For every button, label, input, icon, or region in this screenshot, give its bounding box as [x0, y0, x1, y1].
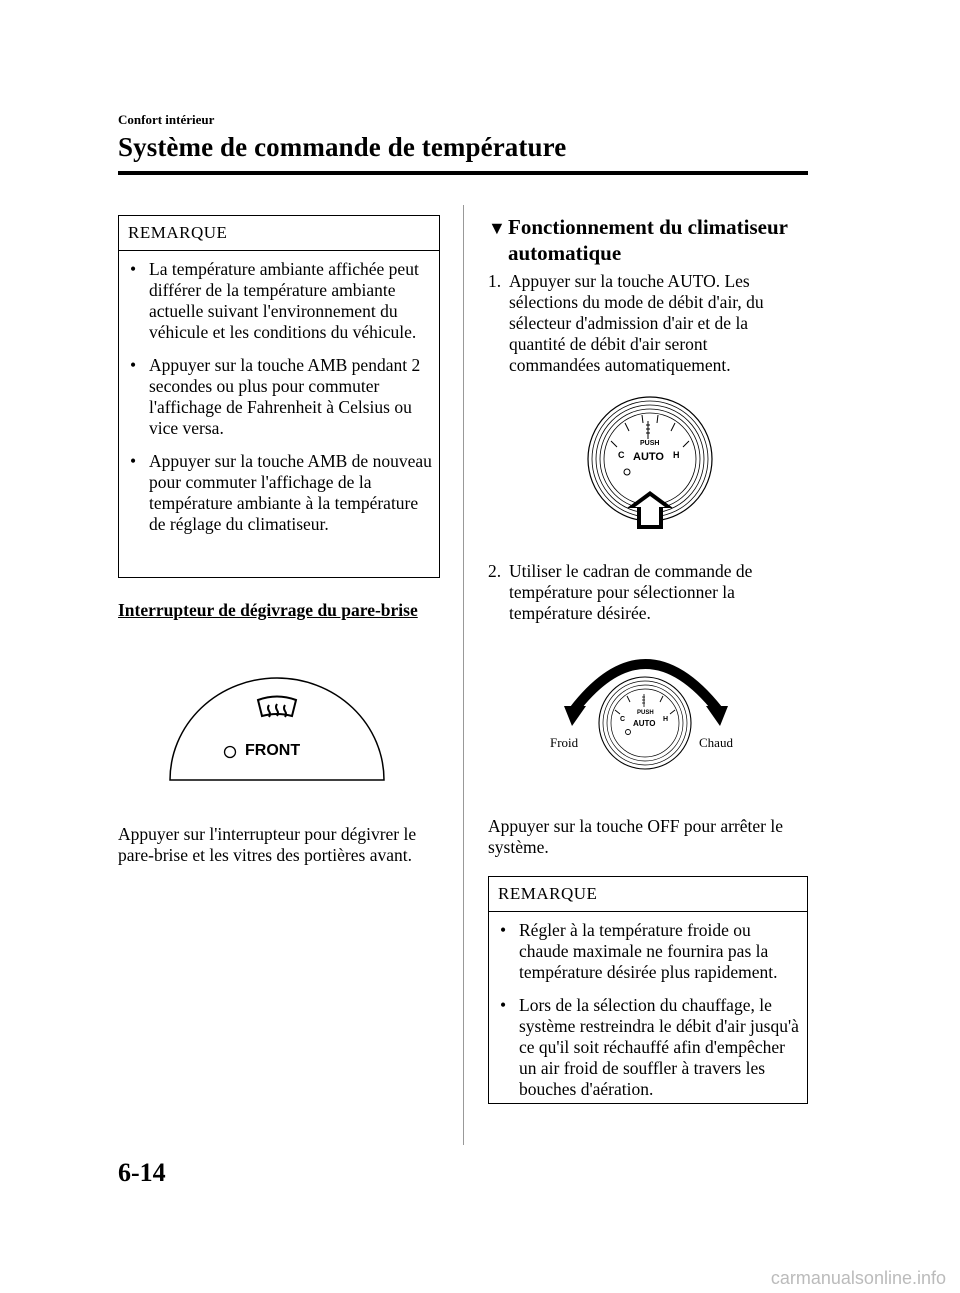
triangle-marker-icon: ▼ — [488, 218, 506, 238]
auto-dial-illustration — [585, 395, 715, 535]
title-divider — [118, 171, 808, 175]
page-number: 6-14 — [118, 1158, 166, 1187]
bullet-icon: • — [130, 355, 137, 375]
dial-push-label: PUSH — [640, 440, 660, 447]
note-list — [119, 251, 439, 545]
note-item: • Appuyer sur la touche AMB de nouveau pour commuter l'affichage de la température ambiante à la température de réglage du climatiseur. — [130, 451, 432, 534]
section-heading-auto: ▼ Fonctionnement du climatiseur automatique — [488, 215, 788, 265]
note-item: • La température ambiante affichée peut différer de la température ambiante actuelle suivant l'environnement du véhicule et les conditions du véhicule. — [130, 259, 419, 342]
off-paragraph: Appuyer sur la touche OFF pour arrêter le système. — [488, 816, 783, 857]
watermark: carmanualsonline.info — [770, 1268, 946, 1288]
bullet-icon: • — [130, 451, 137, 471]
step-1: 1. Appuyer sur la touche AUTO. Les sélections du mode de débit d'air, du sélecteur d'admission d'air et de la quantité de débit d'air seront commandées automatiquement. — [488, 271, 764, 375]
defroster-paragraph: Appuyer sur l'interrupteur pour dégivrer le pare-brise et les vitres des portières avant. — [118, 824, 417, 865]
subheading-defroster: Interrupteur de dégivrage du pare-brise — [118, 600, 418, 620]
note-box-right — [488, 876, 808, 1104]
temp-dial-push-label: PUSH — [637, 710, 654, 716]
note-item: • Appuyer sur la touche AMB pendant 2 secondes ou plus pour commuter l'affichage de Fahrenheit à Celsius ou vice versa. — [130, 355, 421, 438]
hot-label: Chaud — [699, 735, 733, 750]
note-list — [489, 912, 807, 1110]
front-label: FRONT — [245, 742, 301, 759]
page-title: Système de commande de température — [118, 132, 567, 162]
bullet-icon: • — [130, 259, 137, 279]
bullet-icon: • — [500, 920, 507, 940]
temp-dial-h-label: H — [663, 716, 669, 723]
temp-dial-c-label: C — [620, 716, 626, 723]
indicator-light-icon — [225, 747, 236, 758]
defroster-figure — [168, 676, 386, 782]
auto-dial-figure — [585, 395, 715, 535]
temp-dial-auto-label: AUTO — [633, 719, 656, 728]
note-heading: REMARQUE — [489, 877, 807, 912]
dial-c-label: C — [618, 450, 625, 460]
dial-h-label: H — [673, 450, 680, 460]
column-divider — [463, 205, 464, 1145]
cold-label: Froid — [550, 735, 579, 750]
bullet-icon: • — [500, 995, 507, 1015]
note-item: • Lors de la sélection du chauffage, le système restreindra le débit d'air jusqu'à ce qu'il soit réchauffé afin d'empêcher un air froid de souffler à travers les bouches d'aération. — [500, 995, 799, 1099]
note-heading: REMARQUE — [119, 216, 439, 251]
step-2: 2. Utiliser le cadran de commande de température pour sélectionner la température désirée. — [488, 561, 753, 623]
defroster-button-illustration — [168, 676, 386, 782]
section-label: Confort intérieur — [118, 112, 215, 127]
temperature-dial-figure — [560, 648, 730, 783]
dial-auto-label: AUTO — [633, 451, 664, 463]
note-item: • Régler à la température froide ou chaude maximale ne fournira pas la température désirée plus rapidement. — [500, 920, 778, 982]
note-box-left — [118, 215, 440, 578]
